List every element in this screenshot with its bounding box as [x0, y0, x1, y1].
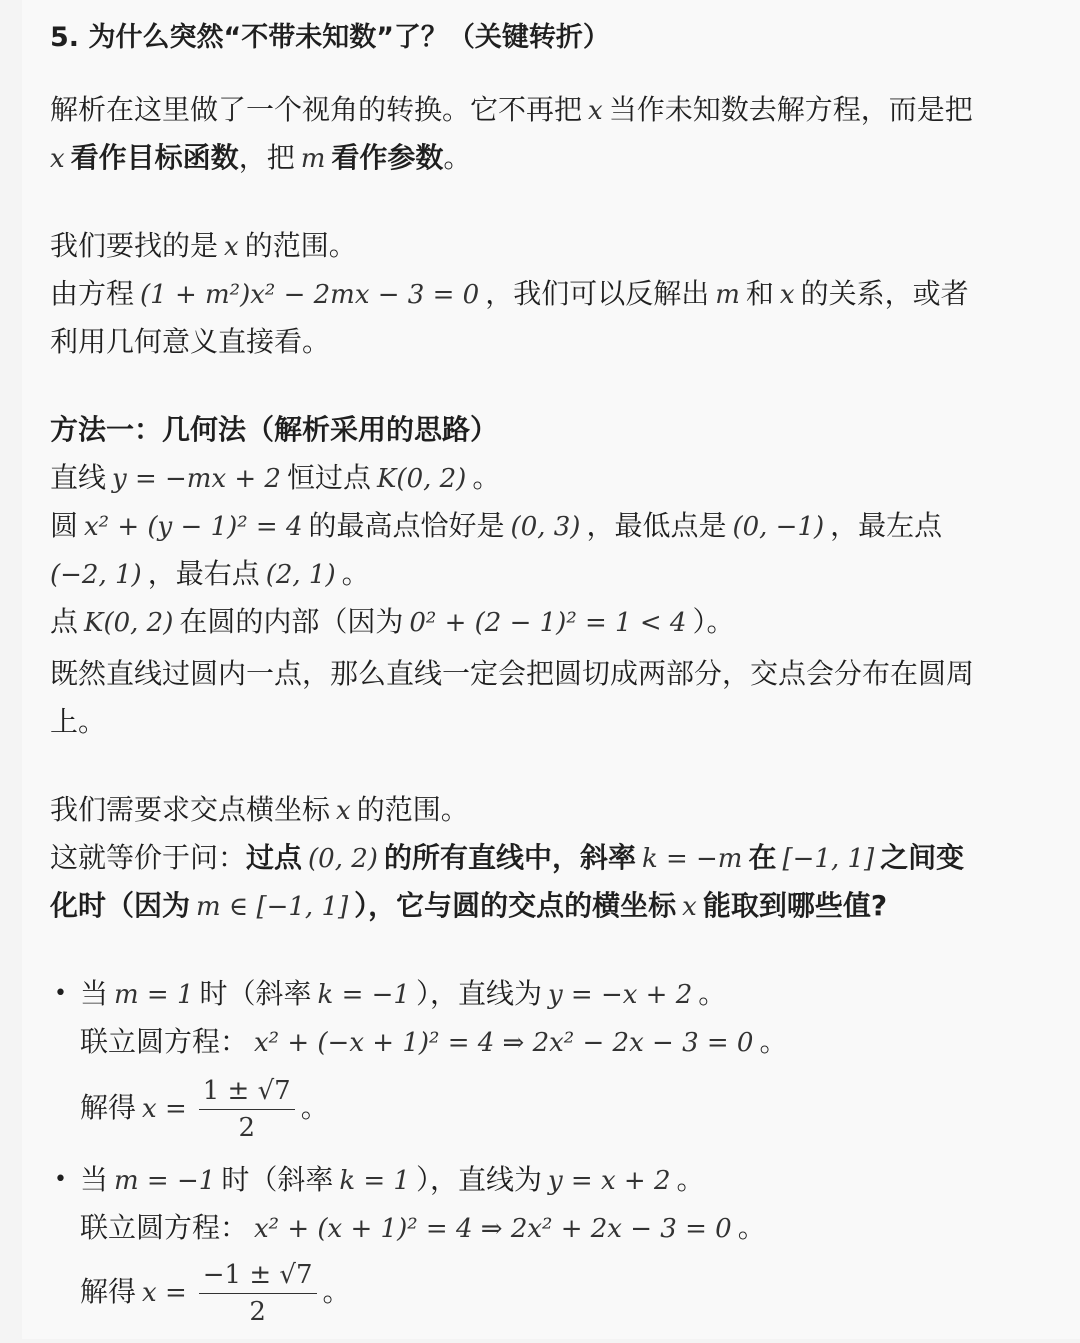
math-line-eq: y = −x + 2: [547, 980, 693, 1010]
bullet1-line3: [80, 1058, 329, 1158]
text: 解析在这里做了一个视角的转换。它不再把: [50, 93, 583, 126]
text: 。: [737, 1211, 766, 1244]
text: ，最左点: [830, 509, 943, 542]
text: 时（斜率: [221, 1163, 334, 1196]
math-condition: m = 1: [114, 980, 194, 1010]
para3-line1: [50, 790, 469, 830]
math-system: x² + (x + 1)² = 4 ⇒ 2x² + 2x − 3 = 0: [254, 1214, 732, 1244]
text: 和: [745, 277, 774, 310]
bullet2-line1: [80, 1160, 705, 1200]
para2-line1: [50, 226, 357, 266]
text: 在圆的内部（因为: [179, 605, 404, 638]
math-slope: k = −1: [317, 980, 410, 1010]
bold-text: 化时（因为: [50, 889, 191, 922]
text: 。: [300, 1091, 329, 1124]
math-m: m: [715, 280, 740, 310]
method-line1: [50, 458, 500, 498]
text: 的最高点恰好是: [308, 509, 505, 542]
math-system: x² + (−x + 1)² = 4 ⇒ 2x² − 2x − 3 = 0: [254, 1028, 754, 1058]
text: 。: [341, 557, 370, 590]
text: 直线: [50, 461, 107, 494]
math-x: x: [336, 796, 351, 826]
math-fraction: [199, 1073, 295, 1146]
text: 这就等价于问：: [50, 841, 247, 874]
text: 当: [80, 1163, 109, 1196]
text: 的范围。: [244, 229, 357, 262]
text: 解得: [80, 1275, 137, 1308]
bold-text: 在: [748, 841, 777, 874]
math-x: x: [588, 96, 603, 126]
math-m: m: [300, 144, 326, 174]
math-slope: k = 1: [339, 1166, 410, 1196]
para2-line2: [50, 274, 969, 314]
text: 我们要找的是: [50, 229, 219, 262]
math-point: (0, −1): [732, 512, 825, 542]
bold-text: ），它与圆的交点的横坐标: [354, 889, 677, 922]
math-condition: m ∈ [−1, 1]: [196, 892, 349, 922]
text: ），直线为: [415, 977, 542, 1010]
text: 。: [698, 977, 727, 1010]
math-condition: m = −1: [114, 1166, 216, 1196]
fraction-denominator: 2: [249, 1296, 266, 1327]
math-point: (0, 3): [510, 512, 581, 542]
text: 当: [80, 977, 109, 1010]
text: 联立圆方程：: [80, 1211, 249, 1244]
text: 联立圆方程：: [80, 1025, 249, 1058]
fraction-denominator: 2: [238, 1112, 255, 1143]
text: ），直线为: [415, 1163, 542, 1196]
method-line3: [50, 554, 370, 594]
bold-text: 能取到哪些值?: [702, 889, 888, 922]
math-point: (2, 1): [265, 560, 336, 590]
method-title: 方法一：几何法（解析采用的思路）: [50, 413, 499, 446]
bullet-dot: •: [54, 1167, 67, 1192]
para1-line2: [50, 138, 471, 178]
text: ，最右点: [147, 557, 260, 590]
para3-line2: [50, 838, 964, 878]
text: 。: [472, 461, 501, 494]
bold-text: 的所有直线中，斜率: [383, 841, 636, 874]
math-equation: (1 + m²)x² − 2mx − 3 = 0: [140, 280, 480, 310]
text: 。: [322, 1275, 351, 1308]
document-page: [22, 0, 1080, 1339]
bullet1-line2: [80, 1022, 787, 1062]
text: ，把: [238, 141, 295, 174]
text: 时（斜率: [199, 977, 312, 1010]
bold-text: 过点: [246, 841, 303, 874]
math-x: x: [682, 892, 697, 922]
text: 。: [443, 141, 472, 174]
method-line6: 上。: [50, 705, 107, 738]
para1-line1: [50, 90, 973, 130]
text: 的范围。: [356, 793, 469, 826]
fraction-numerator: −1 ± √7: [199, 1257, 317, 1294]
math-x-equals: x =: [142, 1094, 187, 1124]
text: ，最低点是: [586, 509, 727, 542]
bold-text: 看作参数: [331, 141, 444, 174]
bold-text: 之间变: [880, 841, 965, 874]
bold-text: 看作目标函数: [70, 141, 239, 174]
math-interval: [−1, 1]: [782, 844, 875, 874]
math-point: K(0, 2): [377, 464, 467, 494]
text: 。: [676, 1163, 705, 1196]
math-x: x: [50, 144, 65, 174]
math-x: x: [779, 280, 795, 310]
text: 解得: [80, 1091, 137, 1124]
math-line-eq: y = −mx + 2: [112, 464, 281, 494]
bullet-dot: •: [54, 981, 67, 1006]
math-x-equals: x =: [142, 1278, 187, 1308]
math-x: x: [224, 232, 239, 262]
fraction-numerator: 1 ± √7: [199, 1073, 295, 1110]
para3-line3: [50, 886, 887, 926]
math-circle-eq: x² + (y − 1)² = 4: [84, 512, 303, 542]
math-line-eq: y = x + 2: [547, 1166, 671, 1196]
section-heading: 5. 为什么突然“不带未知数”了？（关键转折）: [50, 22, 610, 53]
bullet2-line3: [80, 1242, 351, 1342]
text: ，我们可以反解出: [485, 277, 710, 310]
math-slope: k = −m: [641, 844, 743, 874]
bullet1-line1: [80, 974, 726, 1014]
math-point: K(0, 2): [84, 608, 174, 638]
method-line4: [50, 602, 734, 642]
text: 恒过点: [286, 461, 371, 494]
math-point: (0, 2): [308, 844, 378, 874]
text: ）。: [692, 605, 735, 638]
text: 我们需要求交点横坐标: [50, 793, 331, 826]
method-line5: 既然直线过圆内一点，那么直线一定会把圆切成两部分，交点会分布在圆周: [50, 657, 975, 690]
text: 点: [50, 605, 79, 638]
method-line2: [50, 506, 942, 546]
text: 。: [759, 1025, 788, 1058]
text: 当作未知数去解方程，而是把: [608, 93, 973, 126]
para2-line3: 利用几何意义直接看。: [50, 325, 331, 358]
text: 圆: [50, 509, 79, 542]
math-inequality: 0² + (2 − 1)² = 1 < 4: [409, 608, 687, 638]
text: 的关系，或者: [800, 277, 969, 310]
math-point: (−2, 1): [50, 560, 142, 590]
text: 由方程: [50, 277, 135, 310]
math-fraction: [199, 1257, 317, 1330]
